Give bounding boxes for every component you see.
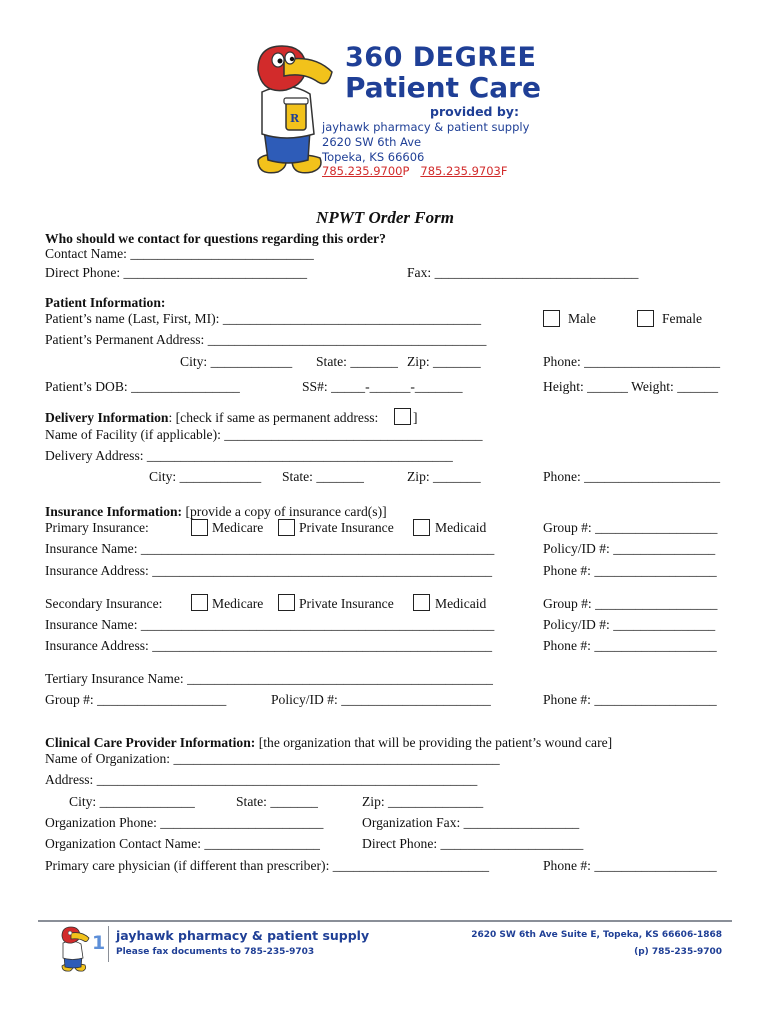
secondary-insurance-label: Secondary Insurance: [45,596,163,611]
secondary-private-checkbox[interactable] [278,594,295,611]
fax-field[interactable]: Fax: ______________________________ [407,265,639,280]
primary-group-field[interactable]: Group #: __________________ [543,520,718,535]
header-phone-suffix: P [402,164,410,178]
primary-insurance-label: Primary Insurance: [45,520,149,535]
clinical-note: [the organization that will be providing the patient’s wound care] [258,735,613,750]
patient-city-field[interactable]: City: ____________ [180,354,293,369]
footer-rule [38,920,732,922]
secondary-medicare-checkbox[interactable] [191,594,208,611]
tertiary-phone-field[interactable]: Phone #: __________________ [543,692,717,707]
secondary-insurance-name-field[interactable]: Insurance Name: ____________________________________________________ [45,617,495,632]
header-fax: 785.235.9703 [420,164,501,178]
male-checkbox[interactable] [543,310,560,327]
patient-ssn-field[interactable]: SS#: _____-______-_______ [302,379,463,394]
organization-contact-name-field[interactable]: Organization Contact Name: _________________ [45,836,320,851]
organization-state-field[interactable]: State: _______ [236,794,318,809]
organization-direct-phone-field[interactable]: Direct Phone: _____________________ [362,836,584,851]
delivery-state-field[interactable]: State: _______ [282,469,364,484]
male-label: Male [568,311,596,326]
primary-medicare-checkbox[interactable] [191,519,208,536]
delivery-zip-field[interactable]: Zip: _______ [407,469,481,484]
header-city: Topeka, KS 66606 [322,150,425,164]
secondary-medicaid-checkbox[interactable] [413,594,430,611]
organization-zip-field[interactable]: Zip: ______________ [362,794,484,809]
footer-address: 2620 SW 6th Ave Suite E, Topeka, KS 66606-1868 [471,930,722,940]
form-title: NPWT Order Form [316,208,454,227]
delivery-note-end: ] [413,410,418,425]
footer-company: jayhawk pharmacy & patient supply [116,928,370,943]
header-fax-suffix: F [500,164,508,178]
footer-page-number: 1 [92,932,106,954]
footer-divider [108,926,109,962]
brand-title-360: 360 DEGREE [345,42,537,73]
primary-private-label: Private Insurance [299,520,394,535]
header-street: 2620 SW 6th Ave [322,135,422,149]
delivery-city-field[interactable]: City: ____________ [149,469,262,484]
secondary-group-field[interactable]: Group #: __________________ [543,596,718,611]
delivery-heading-line [45,410,378,426]
secondary-insurance-address-field[interactable]: Insurance Address: __________________________________________________ [45,638,493,653]
secondary-policy-field[interactable]: Policy/ID #: _______________ [543,617,716,632]
patient-name-field[interactable]: Patient’s name (Last, First, MI): ______________________________________ [45,311,482,326]
pcp-field[interactable]: Primary care physician (if different than prescriber): _______________________ [45,858,490,873]
height-weight-field[interactable]: Height: ______ Weight: ______ [543,379,718,394]
delivery-phone-field[interactable]: Phone: ____________________ [543,469,721,484]
tertiary-group-field[interactable]: Group #: ___________________ [45,692,227,707]
footer-phone: (p) 785-235-9700 [634,947,722,957]
direct-phone-field[interactable]: Direct Phone: ___________________________ [45,265,308,280]
tertiary-insurance-name-field[interactable]: Tertiary Insurance Name: _____________________________________________ [45,671,493,686]
header-phone: 785.235.9700 [322,164,403,178]
patient-zip-field[interactable]: Zip: _______ [407,354,481,369]
insurance-heading-line [45,504,387,520]
primary-phone-field[interactable]: Phone #: __________________ [543,563,717,578]
primary-insurance-address-field[interactable]: Insurance Address: __________________________________________________ [45,563,493,578]
svg-text:R: R [290,112,300,125]
footer-fax-note: Please fax documents to 785-235-9703 [116,947,315,957]
insurance-note: [provide a copy of insurance card(s)] [185,504,387,519]
female-checkbox[interactable] [637,310,654,327]
organization-phone-field[interactable]: Organization Phone: ________________________ [45,815,324,830]
primary-insurance-name-field[interactable]: Insurance Name: ____________________________________________________ [45,541,495,556]
primary-private-checkbox[interactable] [278,519,295,536]
header-company: jayhawk pharmacy & patient supply [322,120,530,134]
provided-by: provided by: [430,104,519,119]
female-label: Female [662,311,703,326]
contact-name-field[interactable]: Contact Name: ___________________________ [45,246,314,261]
delivery-address-field[interactable]: Delivery Address: _____________________________________________ [45,448,453,463]
organization-address-field[interactable]: Address: ________________________________________________________ [45,772,478,787]
patient-dob-field[interactable]: Patient’s DOB: ________________ [45,379,240,394]
facility-name-field[interactable]: Name of Facility (if applicable): ______________________________________ [45,427,483,442]
delivery-note: : [check if same as permanent address: [168,410,379,425]
secondary-private-label: Private Insurance [299,596,394,611]
same-address-checkbox[interactable] [394,408,411,425]
secondary-medicaid-label: Medicaid [435,596,487,611]
tertiary-policy-field[interactable]: Policy/ID #: ______________________ [271,692,491,707]
contact-heading: Who should we contact for questions regarding this order? [45,231,386,246]
delivery-heading: Delivery Information [45,410,169,425]
primary-medicare-label: Medicare [212,520,264,535]
organization-name-field[interactable]: Name of Organization: ________________________________________________ [45,751,500,766]
secondary-phone-field[interactable]: Phone #: __________________ [543,638,717,653]
organization-city-field[interactable]: City: ______________ [69,794,195,809]
primary-medicaid-checkbox[interactable] [413,519,430,536]
primary-medicaid-label: Medicaid [435,520,487,535]
clinical-heading: Clinical Care Provider Information: [45,735,256,750]
patient-state-field[interactable]: State: _______ [316,354,398,369]
patient-phone-field[interactable]: Phone: ____________________ [543,354,721,369]
primary-policy-field[interactable]: Policy/ID #: _______________ [543,541,716,556]
patient-address-field[interactable]: Patient’s Permanent Address: _________________________________________ [45,332,487,347]
header-phone-line [322,164,508,179]
organization-fax-field[interactable]: Organization Fax: _________________ [362,815,580,830]
patient-heading: Patient Information: [45,295,166,310]
brand-title-patient-care: Patient Care [345,71,541,104]
secondary-medicare-label: Medicare [212,596,264,611]
pcp-phone-field[interactable]: Phone #: __________________ [543,858,717,873]
clinical-heading-line [45,735,612,751]
footer-mascot-icon [58,926,90,974]
insurance-heading: Insurance Information: [45,504,183,519]
